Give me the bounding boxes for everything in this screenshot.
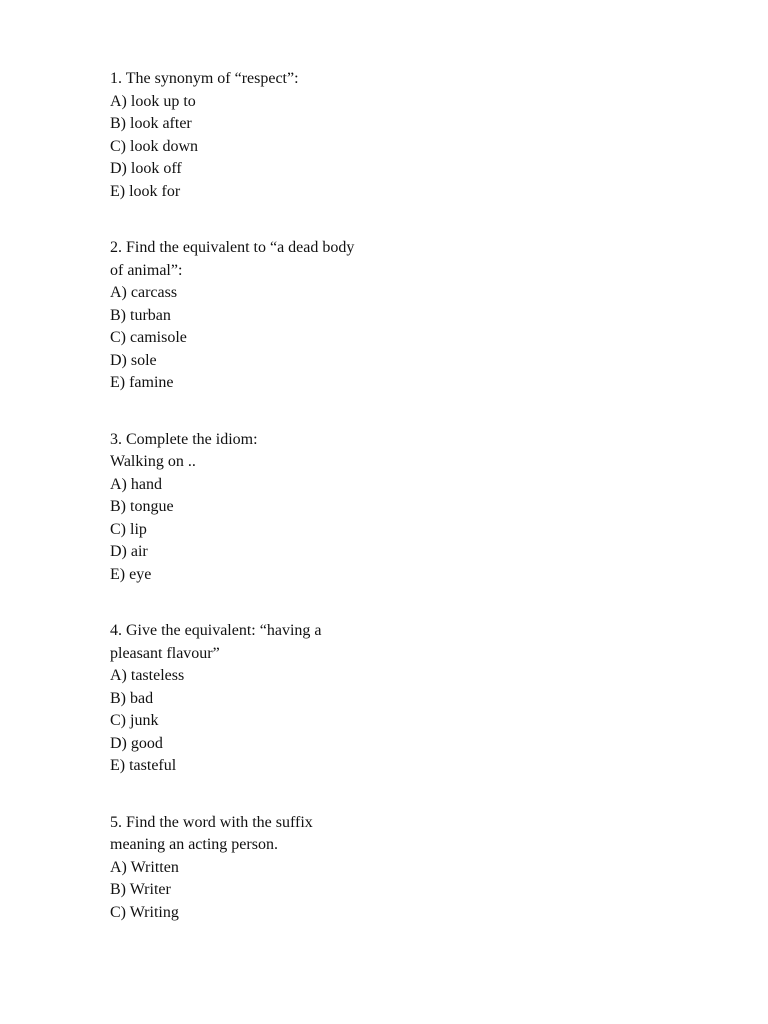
option-d: D) look off xyxy=(110,160,182,177)
option-a: A) look up to xyxy=(110,92,196,110)
option-b: B) tongue xyxy=(110,498,174,515)
question-text-continued: Walking on .. xyxy=(110,453,196,470)
question-text: 5. Find the word with the suffix xyxy=(110,813,313,831)
option-e: E) eye xyxy=(110,565,152,583)
question-text-continued: pleasant flavour” xyxy=(110,644,220,662)
question-text: 4. Give the equivalent: “having a xyxy=(110,622,322,639)
option-b: B) bad xyxy=(110,689,154,707)
question-1 xyxy=(110,68,710,203)
option-e: E) famine xyxy=(110,374,174,391)
question-text-continued: of animal”: xyxy=(110,261,183,279)
option-b: B) turban xyxy=(110,306,171,324)
option-e: E) tasteful xyxy=(110,757,177,774)
option-d: D) good xyxy=(110,734,163,752)
question-5 xyxy=(110,812,710,925)
question-2 xyxy=(110,237,710,395)
option-b: B) look after xyxy=(110,115,192,132)
option-a: A) hand xyxy=(110,475,162,493)
option-c: C) look down xyxy=(110,137,198,155)
option-a: A) carcass xyxy=(110,284,178,301)
option-d: D) air xyxy=(110,543,148,560)
quiz-document xyxy=(110,68,710,958)
option-b: B) Writer xyxy=(110,881,171,898)
question-text-continued: meaning an acting person. xyxy=(110,836,278,853)
option-c: C) lip xyxy=(110,520,147,538)
option-d: D) sole xyxy=(110,351,157,369)
option-a: A) Written xyxy=(110,858,179,876)
option-c: C) camisole xyxy=(110,329,187,346)
question-4 xyxy=(110,620,710,778)
option-a: A) tasteless xyxy=(110,667,185,684)
option-c: C) Writing xyxy=(110,903,179,921)
question-text: 3. Complete the idiom: xyxy=(110,430,258,448)
question-3 xyxy=(110,429,710,587)
option-e: E) look for xyxy=(110,182,181,200)
question-text: 1. The synonym of “respect”: xyxy=(110,70,299,87)
question-text: 2. Find the equivalent to “a dead body xyxy=(110,239,355,256)
option-c: C) junk xyxy=(110,712,159,729)
